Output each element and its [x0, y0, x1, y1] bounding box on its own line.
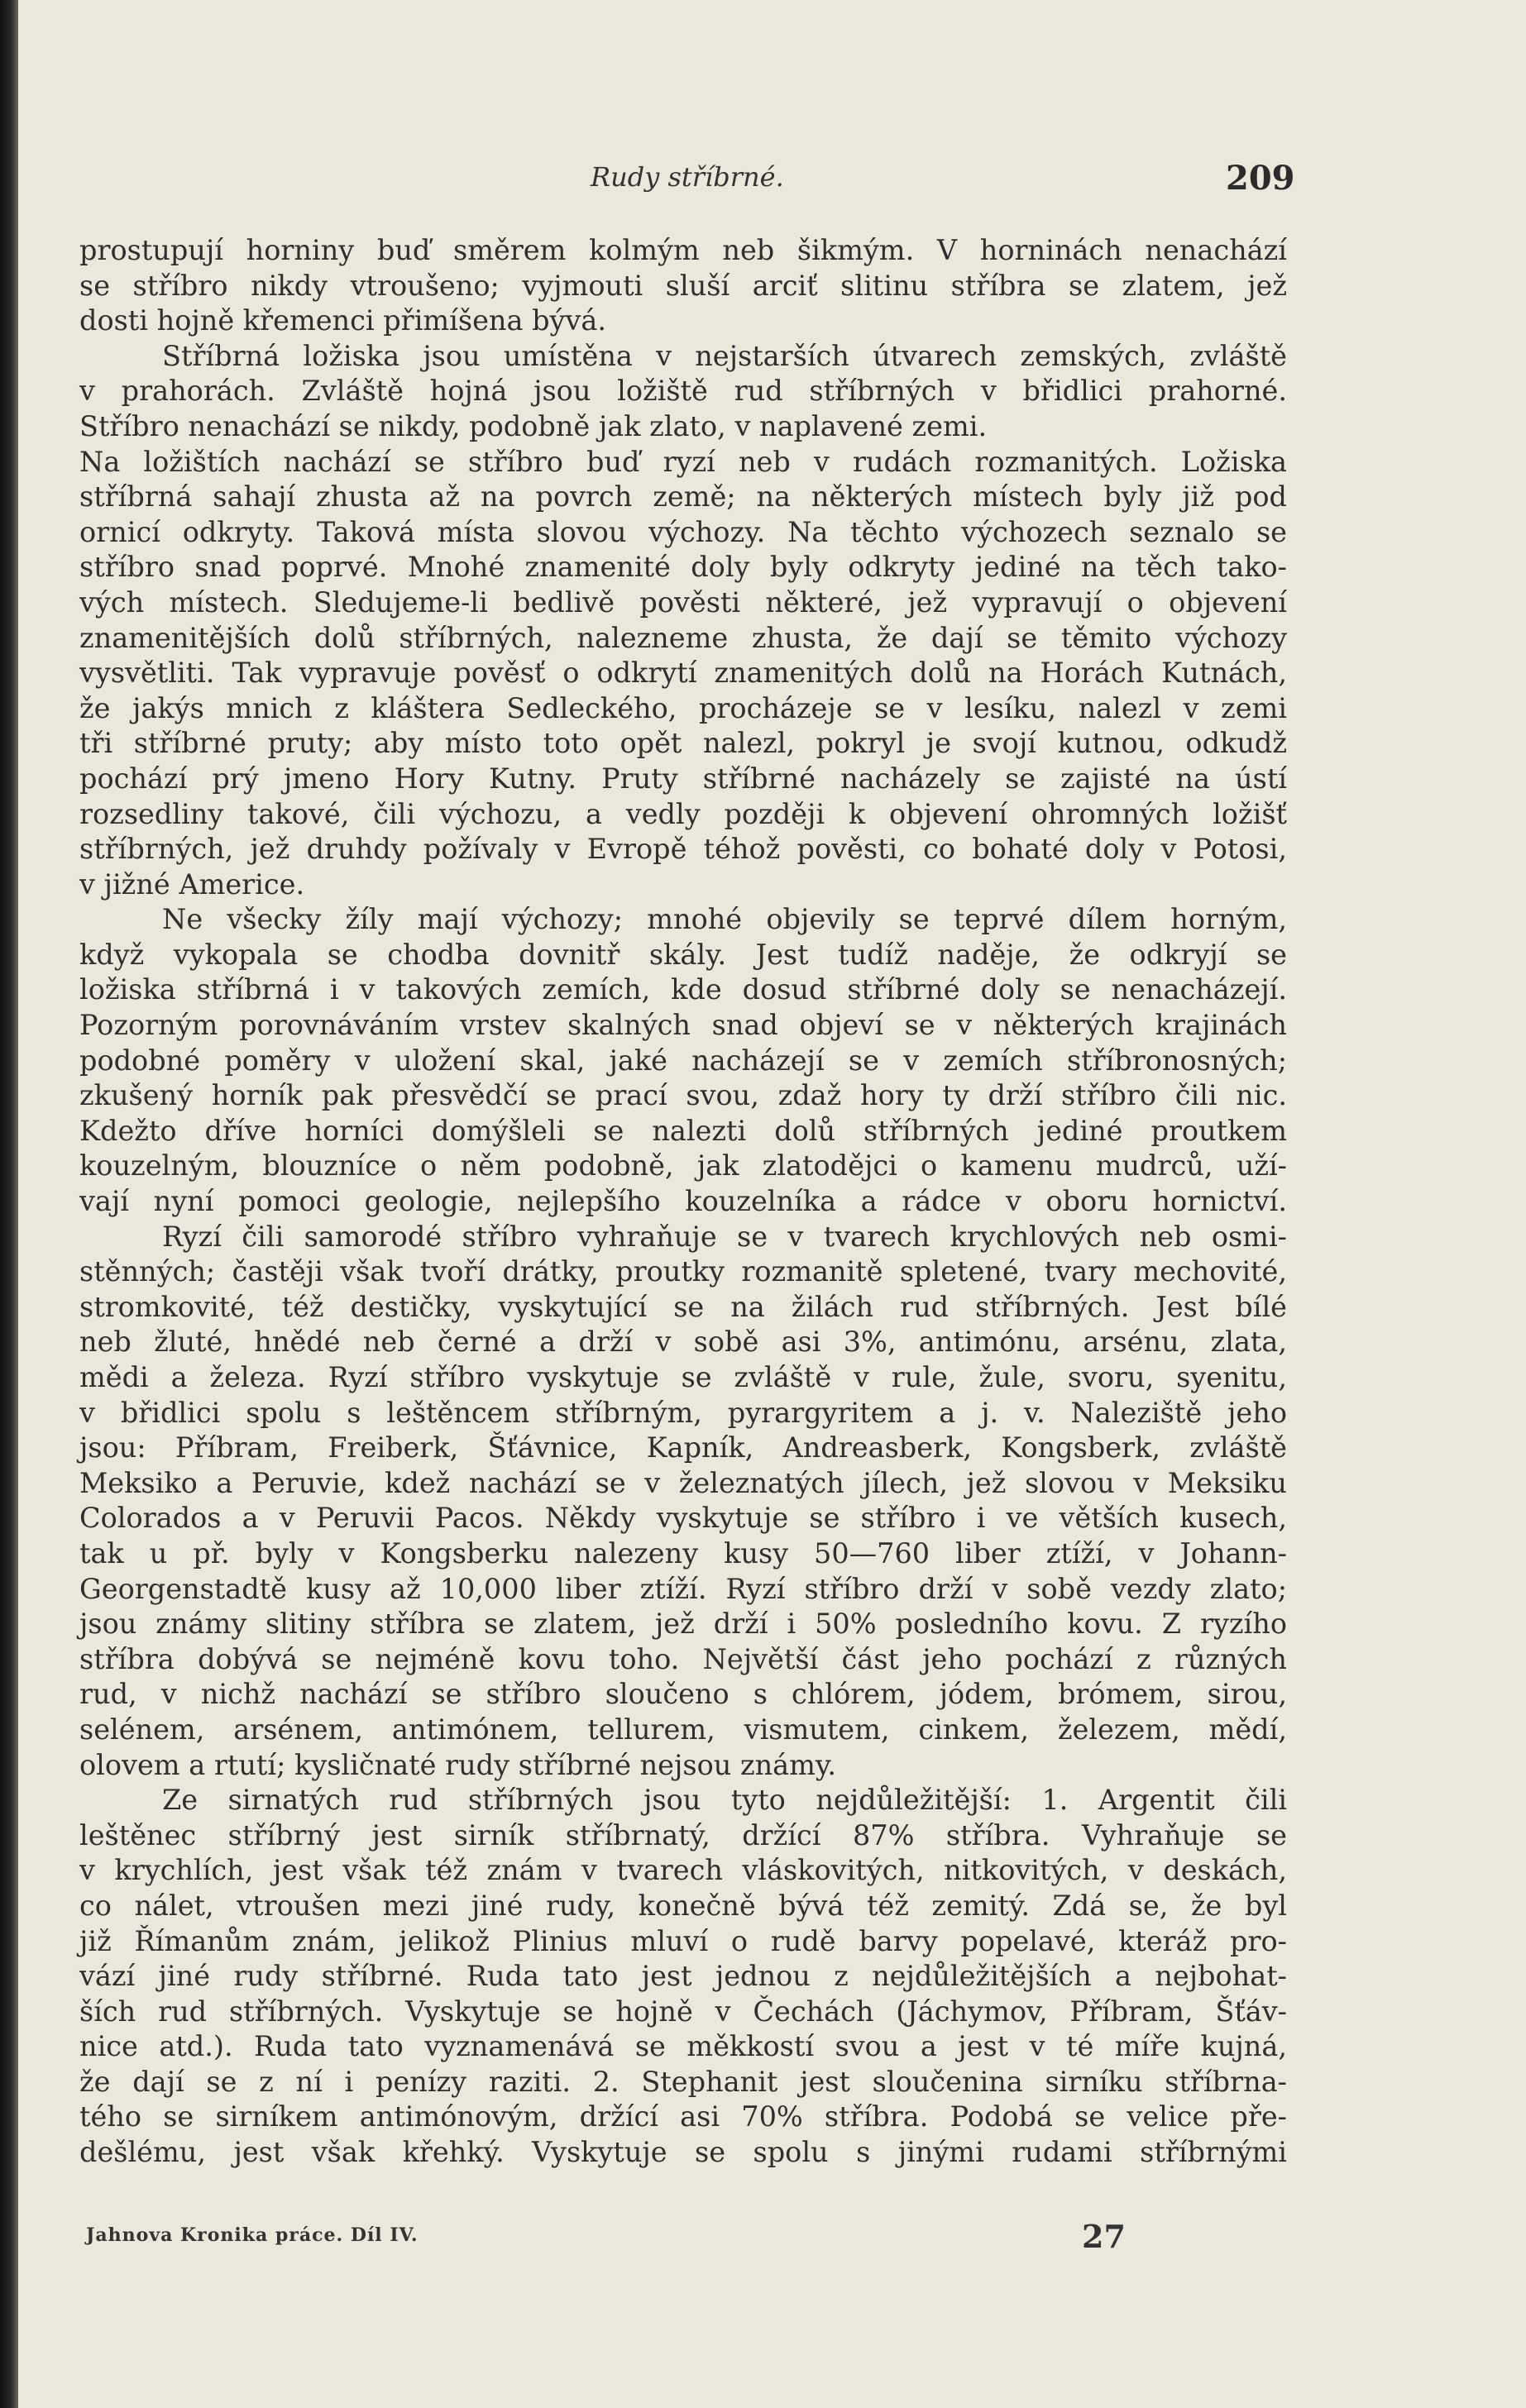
text-line: co nálet, vtroušen mezi jiné rudy, konečně bývá též zemitý. Zdá se, že byl — [79, 1889, 1287, 1922]
text-line: dešlému, jest však křehký. Vyskytuje se spolu s jinými rudami stříbrnými — [79, 2136, 1287, 2169]
text-line: podobné poměry v uložení skal, jaké nacházejí se v zemích stříbronosných; — [79, 1044, 1287, 1077]
text-line: že dají se z ní i penízy raziti. 2. Stephanit jest sloučenina sirníku stříbrna- — [79, 2065, 1287, 2098]
text-line: pochází prý jmeno Hory Kutny. Pruty stříbrné nacházely se zajisté na ústí — [79, 762, 1287, 795]
text-line: stříbrných, jež druhdy požívaly v Evropě téhož pověsti, co bohaté doly v Potosi, — [79, 833, 1287, 866]
text-line: jsou: Příbram, Freiberk, Šťávnice, Kapník, Andreasberk, Kongsberk, zvláště — [79, 1431, 1287, 1464]
text-line: znamenitějších dolů stříbrných, nalezneme zhusta, že dají se těmito výchozy — [79, 621, 1287, 654]
text-line: Pozorným porovnáváním vrstev skalných snad objeví se v některých krajinách — [79, 1009, 1287, 1042]
text-line: Meksiko a Peruvie, kdež nachází se v železnatých jílech, jež slovou v Meksiku — [79, 1466, 1287, 1499]
text-line: ších rud stříbrných. Vyskytuje se hojně v Čechách (Jáchymov, Příbram, Šťáv- — [79, 1995, 1287, 2028]
text-line: vají nyní pomoci geologie, nejlepšího kouzelníka a rádce v oboru hornictví. — [79, 1185, 1287, 1218]
text-line: v břidlici spolu s leštěncem stříbrným, pyrargyritem a j. v. Naleziště jeho — [79, 1396, 1287, 1429]
text-line: stromkovité, též destičky, vyskytující se na žilách rud stříbrných. Jest bílé — [79, 1290, 1287, 1323]
text-line: stříbro snad poprvé. Mnohé znamenité doly byly odkryty jediné na těch tako- — [79, 551, 1287, 584]
text-line: leštěnec stříbrný jest sirník stříbrnatý, držící 87% stříbra. Vyhraňuje se — [79, 1818, 1287, 1851]
text-line: stříbrná sahají zhusta až na povrch země; na některých místech byly již pod — [79, 480, 1287, 514]
text-line: v prahorách. Zvláště hojná jsou ložiště rud stříbrných v břidlici prahorné. — [79, 375, 1287, 408]
text-line: dosti hojně křemenci přimíšena bývá. — [79, 304, 607, 337]
text-line: zkušený horník pak přesvědčí se prací svou, zdaž hory ty drží stříbro čili nic. — [79, 1079, 1287, 1112]
text-line: ornicí odkryty. Taková místa slovou výchozy. Na těchto výchozech seznalo se — [79, 515, 1287, 548]
text-line: Stříbrná ložiska jsou umístěna v nejstarších útvarech zemských, zvláště — [162, 339, 1287, 372]
text-line: se stříbro nikdy vtroušeno; vyjmouti sluší arciť slitinu stříbra se zlatem, jež — [79, 269, 1287, 302]
text-line: v jižné Americe. — [79, 867, 305, 901]
text-line: Na ložištích nachází se stříbro buď ryzí neb v rudách rozmanitých. Ložiska — [79, 445, 1287, 478]
text-line: když vykopala se chodba dovnitř skály. Jest tudíž naděje, že odkryjí se — [79, 938, 1287, 971]
page-number: 209 — [1226, 159, 1295, 198]
text-line: ložiska stříbrná i v takových zemích, kde dosud stříbrné doly se nenacházejí. — [79, 973, 1287, 1006]
text-line: stříbra dobývá se nejméně kovu toho. Největší část jeho pochází z různých — [79, 1642, 1287, 1675]
footer-publication: Jahnova Kronika práce. Díl IV. — [86, 2224, 419, 2246]
book-binding-edge — [0, 0, 18, 2408]
text-line: olovem a rtutí; kysličnaté rudy stříbrné nejsou známy. — [79, 1748, 837, 1781]
text-line: že jakýs mnich z kláštera Sedleckého, procházeje se v lesíku, nalezl v zemi — [79, 691, 1287, 724]
text-line: rozsedliny takové, čili výchozu, a vedly později k objevení ohromných ložišť — [79, 797, 1287, 830]
text-line: v krychlích, jest však též znám v tvarech vláskovitých, nitkovitých, v deskách, — [79, 1854, 1287, 1887]
text-line: tři stříbrné pruty; aby místo toto opět nalezl, pokryl je svojí kutnou, odkudž — [79, 727, 1287, 760]
text-line: neb žluté, hnědé neb černé a drží v sobě asi 3%, antimónu, arsénu, zlata, — [79, 1326, 1287, 1359]
text-line: Stříbro nenachází se nikdy, podobně jak zlato, v naplavené zemi. — [79, 409, 988, 442]
text-line: nice atd.). Ruda tato vyznamenává se měkkostí svou a jest v té míře kujná, — [79, 2030, 1287, 2063]
text-line: tého se sirníkem antimónovým, držící asi 70% stříbra. Podobá se velice pře- — [79, 2100, 1287, 2133]
text-line: jsou známy slitiny stříbra se zlatem, jež drží i 50% posledního kovu. Z ryzího — [79, 1608, 1287, 1641]
text-line: rud, v nichž nachází se stříbro sloučeno s chlórem, jódem, brómem, sirou, — [79, 1678, 1287, 1711]
text-line: Kdežto dříve horníci domýšleli se nalezti dolů stříbrných jediné proutkem — [79, 1114, 1287, 1147]
text-line: Ze sirnatých rud stříbrných jsou tyto nejdůležitější: 1. Argentit čili — [162, 1784, 1287, 1817]
text-line: tak u př. byly v Kongsberku nalezeny kusy 50—760 liber ztíží, v Johann- — [79, 1536, 1287, 1570]
book-page — [18, 0, 1526, 2408]
text-line: Ne všecky žíly mají výchozy; mnohé objevily se teprvé dílem horným, — [162, 903, 1287, 936]
text-line: mědi a železa. Ryzí stříbro vyskytuje se zvláště v rule, žule, svoru, syenitu, — [79, 1361, 1287, 1393]
running-title: Rudy stříbrné. — [591, 161, 784, 193]
text-line: vysvětliti. Tak vypravuje pověsť o odkrytí znamenitých dolů na Horách Kutnách, — [79, 657, 1287, 690]
body-text — [79, 233, 1287, 2171]
text-line: prostupují horniny buď směrem kolmým neb šikmým. V horninách nenachází — [79, 234, 1287, 266]
text-line: kouzelným, blouzníce o něm podobně, jak zlatodějci o kamenu mudrců, uží- — [79, 1149, 1287, 1182]
text-line: již Římanům znám, jelikož Plinius mluví o rudě barvy popelavé, kteráž pro- — [79, 1924, 1287, 1957]
text-line: vází jiné rudy stříbrné. Ruda tato jest jednou z nejdůležitějších a nejbohat- — [79, 1960, 1287, 1993]
text-line: Colorados a v Peruvii Pacos. Někdy vyskytuje se stříbro i ve větších kusech, — [79, 1502, 1287, 1535]
signature-mark: 27 — [1082, 2218, 1126, 2255]
text-line: selénem, arsénem, antimónem, tellurem, vismutem, cinkem, železem, mědí, — [79, 1713, 1287, 1746]
text-line: vých místech. Sledujeme-li bedlivě pověsti některé, jež vypravují o objevení — [79, 585, 1287, 619]
text-line: Ryzí čili samorodé stříbro vyhraňuje se v tvarech krychlových neb osmi- — [162, 1220, 1287, 1253]
text-line: stěnných; častěji však tvoří drátky, proutky rozmanitě spletené, tvary mechovité, — [79, 1255, 1287, 1288]
text-line: Georgenstadtě kusy až 10,000 liber ztíží. Ryzí stříbro drží v sobě vezdy zlato; — [79, 1572, 1287, 1605]
